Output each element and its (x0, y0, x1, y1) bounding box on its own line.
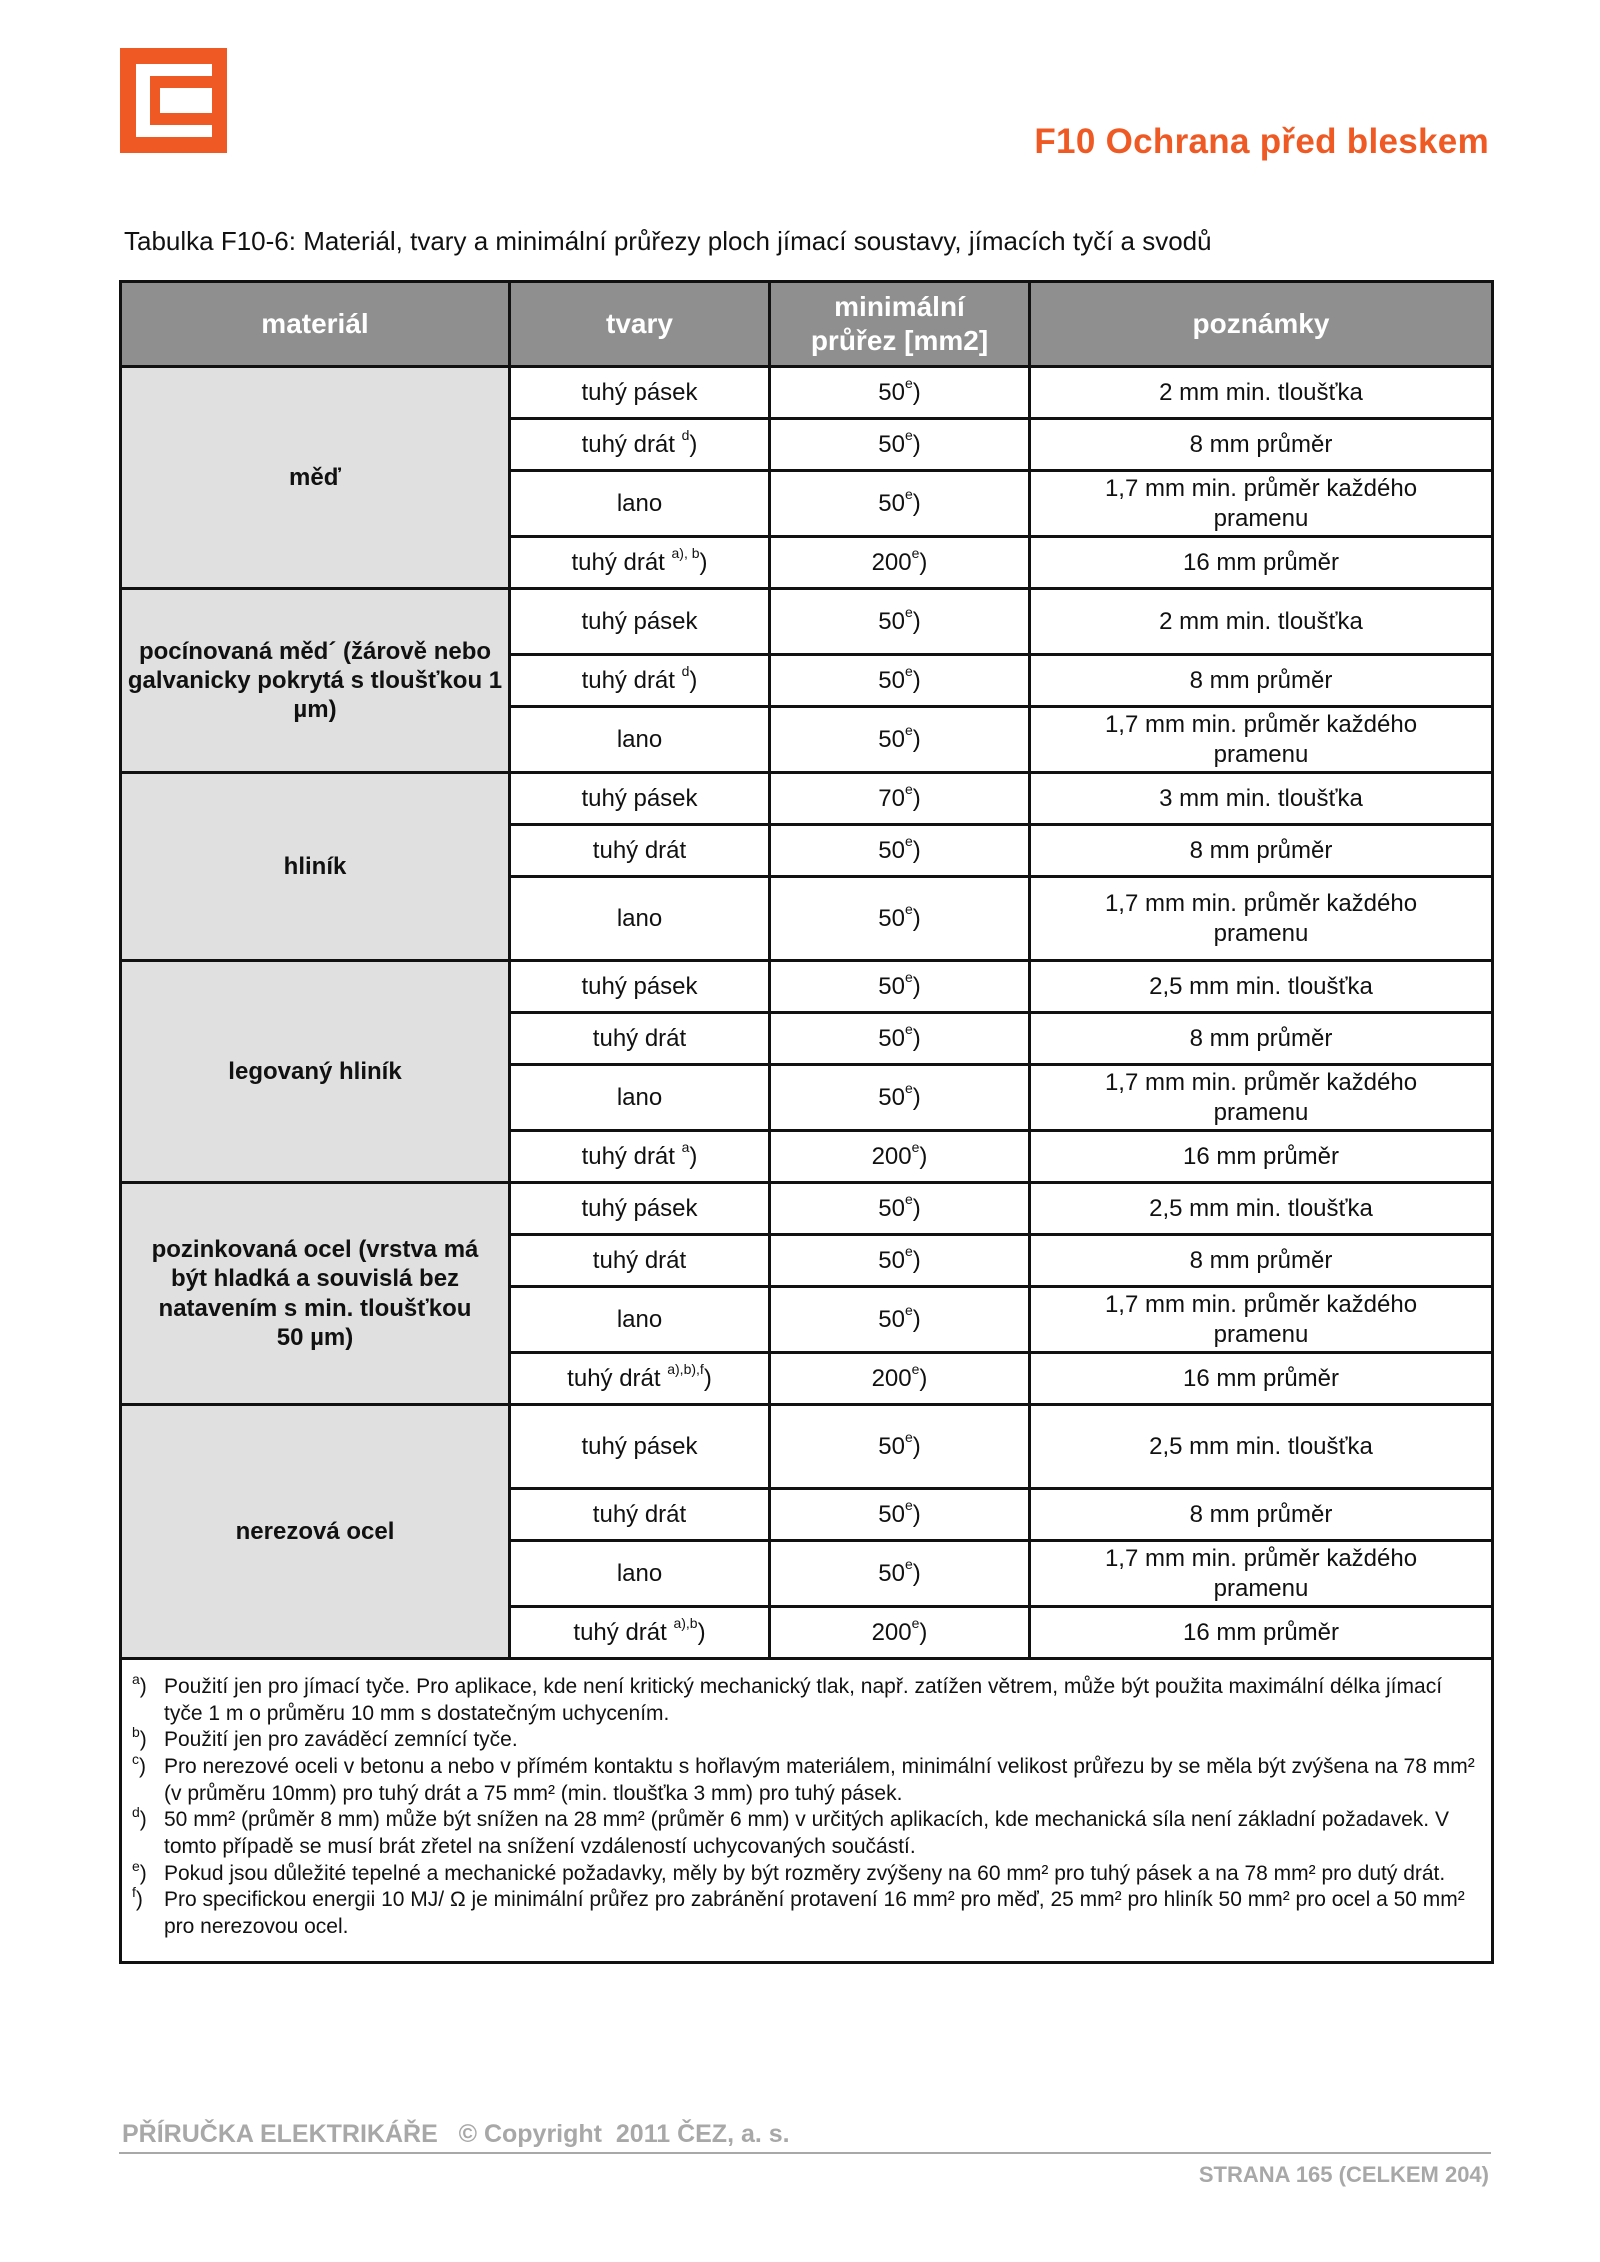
note-text: 1,7 mm min. průměr každého pramenu (1104, 711, 1418, 768)
section-value: 50 (878, 489, 905, 517)
section-cell: 50e) (770, 1489, 1030, 1541)
section-value: 50 (878, 1083, 905, 1111)
footnote (132, 1724, 1477, 1754)
shape-name: tuhý drát (592, 836, 687, 864)
shape-cell: tuhý drát $^{a), b}$) (510, 537, 770, 589)
section-cell: 50e) (770, 1065, 1030, 1131)
column-header: poznámky (1030, 282, 1493, 367)
shape-cell (510, 1541, 770, 1607)
footnote-text: Použití jen pro zaváděcí zemnící tyče. (164, 1728, 518, 1752)
section-value: 50 (878, 1194, 905, 1222)
material-cell (121, 1405, 510, 1659)
superscript: e (904, 1555, 913, 1572)
material-name: nerezová ocel (235, 1517, 395, 1545)
note-cell (1030, 877, 1493, 961)
superscript: e (911, 1614, 920, 1631)
table-row (121, 367, 1493, 419)
note-cell (1030, 961, 1493, 1013)
material-name: legovaný hliník (228, 1057, 402, 1085)
note-cell (1030, 1541, 1493, 1607)
note-cell (1030, 367, 1493, 419)
superscript: e (904, 603, 913, 620)
note-text: 2 mm min. tloušťka (1159, 607, 1363, 635)
section-cell: 200e) (770, 1131, 1030, 1183)
footnote (132, 1804, 1477, 1860)
note-cell (1030, 1353, 1493, 1405)
superscript: a (681, 1138, 690, 1155)
table-row (121, 1183, 1493, 1235)
shape-name: tuhý pásek (581, 972, 698, 1000)
section-cell: 50e) (770, 419, 1030, 471)
footnotes-row (121, 1659, 1493, 1963)
superscript: e (904, 1079, 913, 1096)
material-cell (121, 367, 510, 589)
note-text: 16 mm průměr (1182, 1364, 1340, 1392)
superscript: b (132, 1724, 140, 1741)
shape-name: lano (616, 725, 663, 753)
section-cell: 50e) (770, 1405, 1030, 1489)
note-cell (1030, 1287, 1493, 1353)
shape-name: tuhý pásek (581, 378, 698, 406)
material-name: pozinkovaná ocel (vrstva má být hladká a souvislá bez natavením s min. tloušťkou 50 µm) (151, 1235, 479, 1351)
materials-table (119, 280, 1494, 1964)
superscript: e (904, 1190, 913, 1207)
material-name: pocínovaná měd´ (žárově nebo galvanicky pokrytá s tloušťkou 1 µm) (127, 637, 503, 724)
superscript: a),b (673, 1614, 698, 1631)
superscript: d (681, 426, 690, 443)
material-name: měď (289, 463, 341, 491)
note-text: 16 mm průměr (1182, 1618, 1340, 1646)
shape-name: tuhý drát (592, 1246, 687, 1274)
note-text: 8 mm průměr (1189, 430, 1333, 458)
superscript: e (904, 968, 913, 985)
superscript: e (904, 374, 913, 391)
superscript: d (681, 662, 690, 679)
shape-cell (510, 1065, 770, 1131)
footnote-text: Pro nerezové oceli v betonu a nebo v přímém kontaktu s hořlavým materiálem, minimální velikost průřezu by se měla být zvýšena na 78 mm² (v průměru 10mm) pro tuhý drát a 75 mm² (min. tloušťka 3 mm) pro tuhý pásek. (164, 1754, 1475, 1805)
footer-divider (119, 2152, 1491, 2154)
shape-name: tuhý drát (571, 548, 665, 576)
note-cell (1030, 589, 1493, 655)
section-cell: 50e) (770, 589, 1030, 655)
material-cell (121, 589, 510, 773)
section-value: 50 (878, 1432, 905, 1460)
table-row (121, 589, 1493, 655)
note-text: 3 mm min. tloušťka (1159, 784, 1363, 812)
column-header: tvary (510, 282, 770, 367)
shape-name: lano (616, 1083, 663, 1111)
note-text: 8 mm průměr (1189, 1024, 1333, 1052)
note-text: 8 mm průměr (1189, 666, 1333, 694)
section-cell: 50e) (770, 1013, 1030, 1065)
shape-name: tuhý drát (581, 1142, 675, 1170)
superscript: e (911, 544, 920, 561)
page-number: STRANA 165 (CELKEM 204) (1198, 2162, 1489, 2187)
shape-cell: tuhý drát $^a$) (510, 1131, 770, 1183)
shape-cell (510, 367, 770, 419)
superscript: e (904, 900, 913, 917)
superscript: e (904, 1020, 913, 1037)
table-header-row (121, 282, 1493, 367)
note-cell (1030, 773, 1493, 825)
shape-cell (510, 773, 770, 825)
section-cell: 50e) (770, 655, 1030, 707)
shape-cell: tuhý drát $^{a),b}$) (510, 1607, 770, 1659)
note-text: 1,7 mm min. průměr každého pramenu (1104, 890, 1418, 947)
shape-cell (510, 1235, 770, 1287)
note-text: 2,5 mm min. tloušťka (1149, 1432, 1373, 1460)
shape-name: tuhý pásek (581, 1432, 698, 1460)
section-value: 50 (878, 1024, 905, 1052)
section-value: 50 (878, 1246, 905, 1274)
section-cell: 50e) (770, 1287, 1030, 1353)
section-value: 200 (871, 1364, 912, 1392)
superscript: e (904, 832, 913, 849)
footnotes (121, 1659, 1493, 1963)
shape-cell (510, 1183, 770, 1235)
note-text: 16 mm průměr (1182, 1142, 1340, 1170)
section-cell: 200e) (770, 537, 1030, 589)
footnote (132, 1884, 1477, 1940)
superscript: d (132, 1804, 140, 1821)
shape-name: lano (616, 489, 663, 517)
superscript: e (904, 1242, 913, 1259)
note-cell (1030, 1013, 1493, 1065)
footnote-mark: $^b$) (132, 1724, 147, 1752)
note-text: 1,7 mm min. průměr každého pramenu (1104, 475, 1418, 532)
footnote-mark: $^e$) (132, 1857, 147, 1885)
superscript: e (904, 1428, 913, 1445)
shape-cell: tuhý drát $^d$) (510, 419, 770, 471)
superscript: a (132, 1671, 140, 1687)
superscript: e (911, 1138, 920, 1155)
section-value: 50 (878, 378, 905, 406)
section-value: 70 (878, 784, 905, 812)
note-text: 2 mm min. tloušťka (1159, 378, 1363, 406)
shape-name: lano (616, 1305, 663, 1333)
table-caption: Tabulka F10-6: Materiál, tvary a minimální průřezy ploch jímací soustavy, jímacích tyčí a svodů (124, 226, 1212, 256)
footer-copyright: PŘÍRUČKA ELEKTRIKÁŘE © Copyright 2011 ČEZ, a. s. (122, 2120, 790, 2148)
material-name: hliník (283, 852, 347, 880)
section-value: 50 (878, 725, 905, 753)
note-text: 1,7 mm min. průměr každého pramenu (1104, 1545, 1418, 1602)
shape-cell (510, 1489, 770, 1541)
shape-name: tuhý drát (581, 666, 675, 694)
superscript: e (904, 426, 913, 443)
superscript: e (904, 662, 913, 679)
note-text: 1,7 mm min. průměr každého pramenu (1104, 1069, 1418, 1126)
section-value: 50 (878, 904, 905, 932)
cez-logo (120, 48, 227, 153)
note-text: 8 mm průměr (1189, 836, 1333, 864)
footnote-text: Pro specifickou energii 10 MJ/ Ω je minimální průřez pro zabránění protavení 16 mm² pro měď, 25 mm² pro hliník 50 mm² pro ocel a 50 mm² pro nerezovou ocel. (164, 1888, 1465, 1938)
note-text: 2,5 mm min. tloušťka (1149, 1194, 1373, 1222)
note-text: 1,7 mm min. průměr každého pramenu (1104, 1291, 1418, 1348)
table-row (121, 1405, 1493, 1489)
footnote-mark: $^c$) (132, 1750, 146, 1778)
section-cell: 50e) (770, 1541, 1030, 1607)
note-cell (1030, 419, 1493, 471)
shape-name: tuhý pásek (581, 1194, 698, 1222)
shape-name: tuhý pásek (581, 784, 698, 812)
note-cell (1030, 1405, 1493, 1489)
footnote-text: 50 mm² (průměr 8 mm) může být snížen na 28 mm² (průměr 6 mm) v určitých aplikacích, kde mechanická síla není základní požadavek. V tomto případě se musí brát zřetel na snížení vzdáleností uchycovaných součástí. (164, 1808, 1449, 1858)
shape-name: tuhý drát (567, 1364, 661, 1392)
section-value: 50 (878, 430, 905, 458)
superscript: e (904, 1496, 913, 1513)
footnote-mark: $^f$) (132, 1884, 143, 1912)
material-cell (121, 961, 510, 1183)
section-value: 50 (878, 1559, 905, 1587)
section-cell: 70e) (770, 773, 1030, 825)
section-value: 50 (878, 972, 905, 1000)
superscript: e (904, 721, 913, 738)
shape-name: tuhý drát (592, 1500, 687, 1528)
section-cell: 200e) (770, 1607, 1030, 1659)
shape-name: lano (616, 1559, 663, 1587)
shape-cell (510, 589, 770, 655)
section-value: 50 (878, 1305, 905, 1333)
shape-name: lano (616, 904, 663, 932)
note-cell (1030, 1235, 1493, 1287)
section-value: 50 (878, 1500, 905, 1528)
shape-cell (510, 707, 770, 773)
superscript: e (904, 780, 913, 797)
section-cell: 50e) (770, 825, 1030, 877)
footnote (132, 1750, 1477, 1807)
section-cell: 50e) (770, 1235, 1030, 1287)
note-text: 8 mm průměr (1189, 1246, 1333, 1274)
shape-cell (510, 1013, 770, 1065)
shape-cell: tuhý drát $^d$) (510, 655, 770, 707)
superscript: c (132, 1750, 139, 1767)
shape-cell (510, 961, 770, 1013)
section-cell: 50e) (770, 961, 1030, 1013)
superscript: a), b (671, 544, 700, 561)
section-cell: 50e) (770, 1183, 1030, 1235)
shape-cell (510, 1287, 770, 1353)
note-cell (1030, 1065, 1493, 1131)
section-title: F10 Ochrana před bleskem (1034, 122, 1489, 161)
footnote-text: Pokud jsou důležité tepelné a mechanické požadavky, měly by být rozměry zvýšeny na 60 mm² pro tuhý pásek a na 78 mm² pro dutý drát. (164, 1861, 1446, 1885)
column-header: materiál (121, 282, 510, 367)
superscript: e (904, 485, 913, 502)
section-cell: 50e) (770, 707, 1030, 773)
note-cell (1030, 1183, 1493, 1235)
footnote-text: Použití jen pro jímací tyče. Pro aplikace, kde není kritický mechanický tlak, např. zatížen větrem, může být použita maximální délka jímací tyče 1 m o průměru 10 mm s dostatečným uchycením. (164, 1675, 1443, 1725)
shape-cell (510, 1405, 770, 1489)
shape-cell (510, 877, 770, 961)
shape-name: tuhý pásek (581, 607, 698, 635)
section-cell: 50e) (770, 471, 1030, 537)
note-text: 2,5 mm min. tloušťka (1149, 972, 1373, 1000)
note-cell (1030, 537, 1493, 589)
material-cell (121, 1183, 510, 1405)
shape-cell (510, 471, 770, 537)
footnote-mark: $^a$) (132, 1671, 147, 1698)
section-value: 50 (878, 836, 905, 864)
superscript: f (132, 1884, 136, 1901)
footnote-mark: $^d$) (132, 1804, 147, 1832)
note-cell (1030, 1607, 1493, 1659)
footnote (132, 1671, 1477, 1727)
note-cell (1030, 1489, 1493, 1541)
footnote (132, 1857, 1477, 1888)
section-cell: 200e) (770, 1353, 1030, 1405)
note-cell (1030, 707, 1493, 773)
superscript: e (911, 1360, 920, 1377)
section-value: 50 (878, 607, 905, 635)
material-cell (121, 773, 510, 961)
section-value: 200 (871, 1618, 912, 1646)
superscript: e (904, 1301, 913, 1318)
section-value: 200 (871, 548, 912, 576)
superscript: a),b),f (667, 1360, 704, 1377)
shape-cell (510, 825, 770, 877)
note-cell (1030, 471, 1493, 537)
note-cell (1030, 655, 1493, 707)
shape-cell: tuhý drát $^{a),b),f}$) (510, 1353, 770, 1405)
section-value: 200 (871, 1142, 912, 1170)
table-row (121, 773, 1493, 825)
section-value: 50 (878, 666, 905, 694)
table-row (121, 961, 1493, 1013)
note-cell (1030, 1131, 1493, 1183)
section-cell: 50e) (770, 367, 1030, 419)
superscript: e (132, 1857, 140, 1874)
shape-name: tuhý drát (581, 430, 675, 458)
shape-name: tuhý drát (592, 1024, 687, 1052)
shape-name: tuhý drát (573, 1618, 667, 1646)
note-cell (1030, 825, 1493, 877)
section-cell: 50e) (770, 877, 1030, 961)
note-text: 16 mm průměr (1182, 548, 1340, 576)
column-header: minimální průřez [mm2] (770, 282, 1030, 367)
note-text: 8 mm průměr (1189, 1500, 1333, 1528)
